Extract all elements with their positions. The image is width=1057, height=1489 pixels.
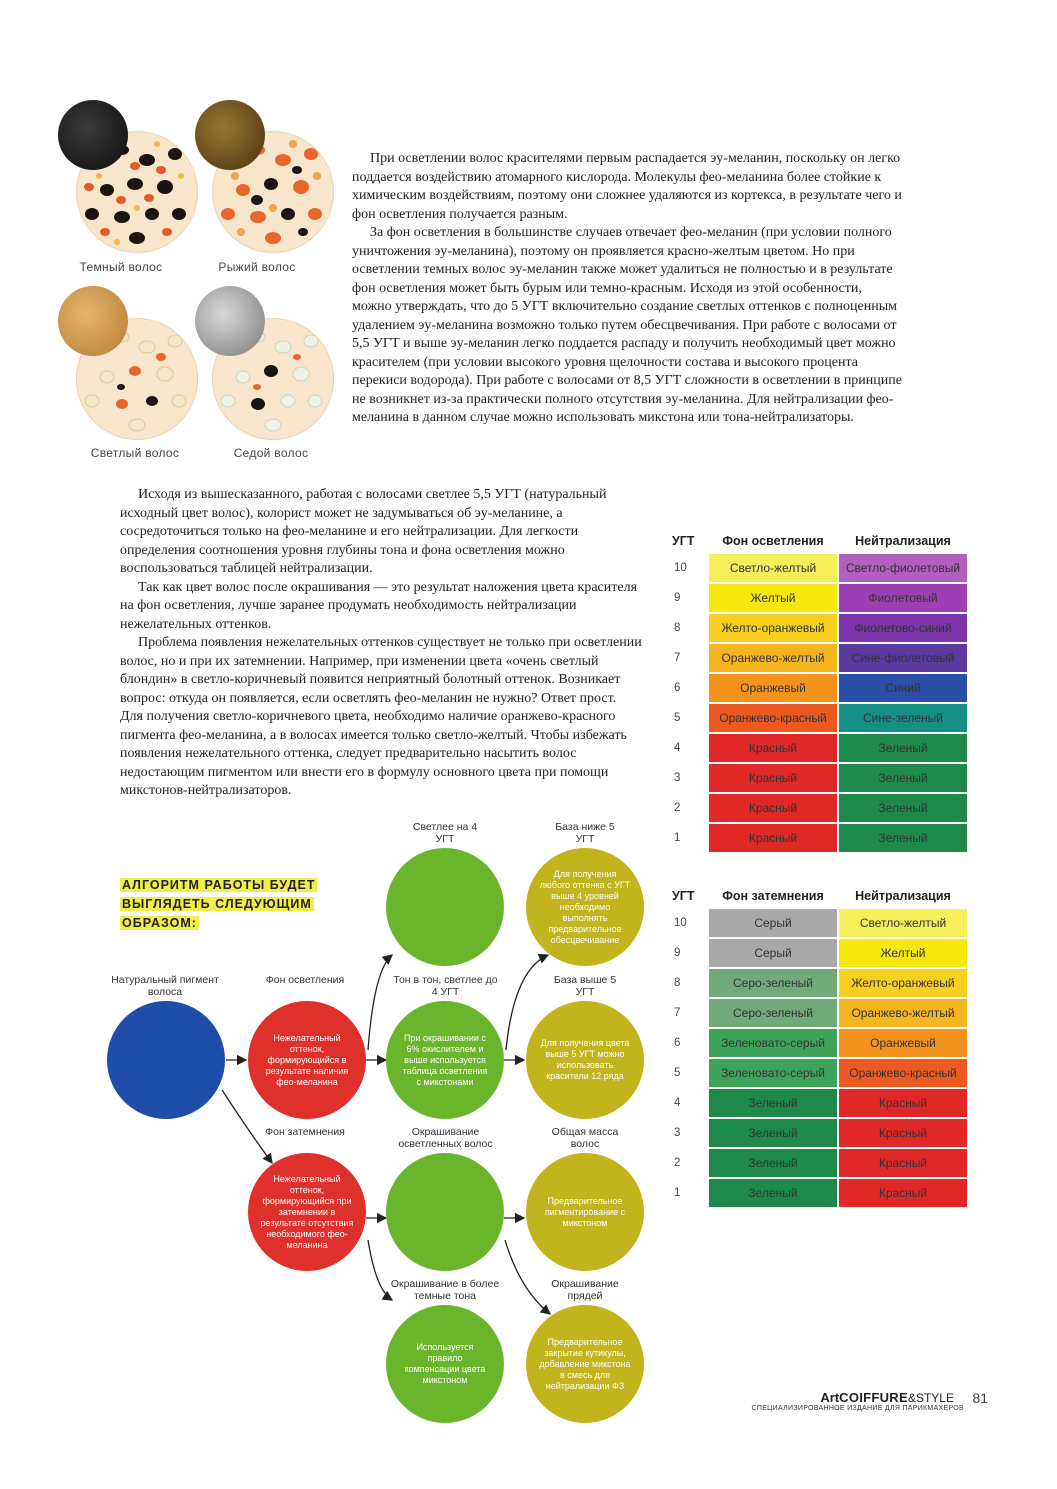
background-color-cell: Оранжево-желтый <box>709 644 837 672</box>
neutralization-color-cell: Зеленый <box>839 794 967 822</box>
node-natural-pigment <box>107 1001 225 1119</box>
background-color-cell: Зеленый <box>709 1089 837 1117</box>
label-tone-on-tone: Тон в тон, светлее до 4 УГТ <box>393 974 498 998</box>
page-number: 81 <box>972 1390 988 1406</box>
neutralization-color-cell: Оранжево-красный <box>839 1059 967 1087</box>
algorithm-title-line: ОБРАЗОМ: <box>122 916 197 930</box>
table-row <box>672 969 967 997</box>
table-row <box>672 1029 967 1057</box>
body-paragraph: Исходя из вышесказанного, работая с волосами светлее 5,5 УГТ (натуральный исходный цвет волос), колорист может не задумываться об эу-меланине, а сосредоточиться только на фео-меланине и его нейтрализации. Для легкости определения соотношения уровня глубины тона и фона осветления можно воспользоваться таблицей нейтрализации. <box>120 487 607 576</box>
ugt-level: 9 <box>674 592 681 604</box>
ugt-level: 4 <box>674 1097 681 1109</box>
neutralization-color-cell: Сине-зеленый <box>839 704 967 732</box>
gray-hair-swatch <box>195 286 265 356</box>
table-row <box>672 584 967 612</box>
table-body <box>672 554 967 852</box>
neutralization-color-cell: Красный <box>839 1119 967 1147</box>
table-row <box>672 614 967 642</box>
table-row <box>672 1059 967 1087</box>
neutralization-color-cell: Зеленый <box>839 764 967 792</box>
ugt-level: 4 <box>674 742 681 754</box>
ugt-level: 8 <box>674 977 681 989</box>
lightening-neutralization-table <box>670 530 969 854</box>
neutralization-color-cell: Синий <box>839 674 967 702</box>
ugt-level: 1 <box>674 832 681 844</box>
background-color-cell: Зеленый <box>709 1119 837 1147</box>
background-color-cell: Красный <box>709 734 837 762</box>
label-strands: Окрашивание прядей <box>551 1278 619 1302</box>
background-color-cell: Серо-зеленый <box>709 969 837 997</box>
col-neutralization: Нейтрализация <box>855 889 951 903</box>
neutralization-color-cell: Оранжево-желтый <box>839 999 967 1027</box>
background-color-cell: Зеленый <box>709 1149 837 1177</box>
ugt-level: 5 <box>674 1067 681 1079</box>
col-background: Фон затемнения <box>722 889 824 903</box>
ugt-level: 10 <box>674 562 687 574</box>
background-color-cell: Зеленый <box>709 1179 837 1207</box>
red-hair-swatch <box>195 100 265 170</box>
algorithm-title-line: ВЫГЛЯДЕТЬ СЛЕДУЮЩИМ <box>122 897 312 911</box>
ugt-level: 3 <box>674 772 681 784</box>
table-row <box>672 909 967 937</box>
background-color-cell: Светло-желтый <box>709 554 837 582</box>
intro-paragraph: При осветлении волос красителями первым распадается эу-меланин, поскольку он легко поддается воздействию атомарного кислорода. Молекулы фео-меланина более стойкие к химическим воздействиям, поэтому они сложнее удаляются из кортекса, в результате чего и фон осветления получается разным. <box>352 151 902 222</box>
brand-coiffure: COIFFURE <box>839 1390 908 1405</box>
algorithm-title <box>120 876 317 933</box>
background-color-cell: Серый <box>709 909 837 937</box>
table-row <box>672 674 967 702</box>
intro-paragraph: За фон осветления в большинстве случаев отвечает фео-меланин (при условии полного уничтожения эу-меланина), поэтому он проявляется красно-желтым цветом. Но при осветлении темных волос эу-меланин также может удалиться не полностью и в результате фон осветления может быть бурым или темно-красным. Исходя из этой особенности, можно утверждать, что до 5 УГТ включительно создание светлых оттенков с полноценным удалением эу-меланина возможно только путем обесцвечивания. При работе с волосами от 5,5 УГТ и выше эу-меланин легко поддается распаду и получить необходимый цвет можно красителем (при условии высокого уровня щелочности состава и высокого процента перекиси водорода). При работе с волосами от 8,5 УГТ сложности в осветлении в принципе не возникнет из-за практически полного отсутствия эу-меланина. Для нейтрализации фео-меланина в данном случае можно использовать микстона или тона-нейтрализаторы. <box>352 225 902 425</box>
body-paragraph: Проблема появления нежелательных оттенков существует не только при осветлении волос, но и при их затемнении. Например, при изменении цвета «очень светлый блондин» в светло-коричневый появится неприятный болотный оттенок. Возникает вопрос: откуда он появляется, если осветлять фео-меланин не нужно? Ответ прост. Для получения светло-коричневого цвета, необходимо наличие оранжево-красного пигмента фео-меланина, а в волосах имеется только светло-желтый. Чтобы избежать появления нежелательного оттенка, следует предварительно насытить волос недостающим пигментом или внести его в формулу основного цвета при помощи микстонов-нейтрализаторов. <box>120 635 642 798</box>
label-lighter-4: Светлее на 4 УГТ <box>412 821 478 845</box>
table-row <box>672 554 967 582</box>
node-darker-tones: Используется правило компенсации цвета микстоном <box>386 1305 504 1423</box>
footer-tagline: СПЕЦИАЛИЗИРОВАННОЕ ИЗДАНИЕ ДЛЯ ПАРИКМАХЕРОВ <box>751 1405 964 1412</box>
label-darker-tones: Окрашивание в более темные тона <box>390 1278 500 1302</box>
ugt-level: 2 <box>674 1157 681 1169</box>
background-color-cell: Красный <box>709 764 837 792</box>
table-row <box>672 824 967 852</box>
ugt-level: 7 <box>674 1007 681 1019</box>
arrow <box>368 955 392 1050</box>
label-lighten-background: Фон осветления <box>265 974 345 986</box>
neutralization-color-cell: Светло-желтый <box>839 909 967 937</box>
background-color-cell: Желто-оранжевый <box>709 614 837 642</box>
node-base-lower: Для получения любого оттенка с УГТ выше 4 уровней необходимо выполнять предварительное обесцвечивание <box>526 848 644 966</box>
node-lighten-background: Нежелательный оттенок, формирующийся в результате наличия фео-меланина <box>248 1001 366 1119</box>
algorithm-title-line: АЛГОРИТМ РАБОТЫ БУДЕТ <box>122 878 316 892</box>
node-base-higher: Для получения цвета выше 5 УГТ можно использовать красители 12 ряда <box>526 1001 644 1119</box>
node-hair-mass: Предварительное пигментирование с микстоном <box>526 1153 644 1271</box>
ugt-level: 6 <box>674 1037 681 1049</box>
dark-hair-swatch <box>58 100 128 170</box>
table-row <box>672 734 967 762</box>
intro-text <box>352 150 902 428</box>
neutralization-color-cell: Светло-фиолетовый <box>839 554 967 582</box>
col-background: Фон осветления <box>722 534 824 548</box>
table-row <box>672 704 967 732</box>
table-row <box>672 939 967 967</box>
neutralization-color-cell: Зеленый <box>839 824 967 852</box>
light-hair-swatch <box>58 286 128 356</box>
label-darken-background: Фон затемнения <box>265 1126 345 1138</box>
background-color-cell: Серый <box>709 939 837 967</box>
label-base-higher: База выше 5 УГТ <box>553 974 617 998</box>
brand-style: &STYLE <box>907 1391 954 1405</box>
table-row <box>672 999 967 1027</box>
node-darken-background: Нежелательный оттенок, формирующийся при затемнении в результате отсутствия необходимого фео-меланина <box>248 1153 366 1271</box>
neutralization-color-cell: Фиолетовый <box>839 584 967 612</box>
col-ugt: УГТ <box>672 534 695 548</box>
table-row <box>672 1119 967 1147</box>
node-strands: Предварительное закрытие кутикулы, добавление микстона в смесь для нейтрализации ФЗ <box>526 1305 644 1423</box>
brand-art: Art <box>820 1390 840 1405</box>
node-lighter-4 <box>386 848 504 966</box>
neutralization-color-cell: Оранжевый <box>839 1029 967 1057</box>
neutralization-color-cell: Красный <box>839 1089 967 1117</box>
background-color-cell: Серо-зеленый <box>709 999 837 1027</box>
ugt-level: 3 <box>674 1127 681 1139</box>
ugt-level: 8 <box>674 622 681 634</box>
table-header-row <box>672 887 967 907</box>
label-hair-mass: Общая масса волос <box>551 1126 619 1150</box>
background-color-cell: Оранжево-красный <box>709 704 837 732</box>
node-tone-on-tone: При окрашивании с 6% окислителем и выше используется таблица осветления с микстонами <box>386 1001 504 1119</box>
col-neutralization: Нейтрализация <box>855 534 951 548</box>
table-row <box>672 794 967 822</box>
body-paragraph: Так как цвет волос после окрашивания — это результат наложения цвета красителя на фон осветления, лучше заранее продумать необходимость нейтрализации нежелательных оттенков. <box>120 579 638 632</box>
label-natural-pigment: Натуральный пигмент волоса <box>111 974 219 998</box>
background-color-cell: Оранжевый <box>709 674 837 702</box>
table-row <box>672 1089 967 1117</box>
darkening-neutralization-table <box>670 885 969 1209</box>
neutralization-color-cell: Красный <box>839 1149 967 1177</box>
table-row <box>672 764 967 792</box>
background-color-cell: Зеленовато-серый <box>709 1059 837 1087</box>
label-base-lower: База ниже 5 УГТ <box>555 821 615 845</box>
neutralization-color-cell: Зеленый <box>839 734 967 762</box>
table-row <box>672 1179 967 1207</box>
caption-dark-hair: Темный волос <box>79 260 163 274</box>
ugt-level: 7 <box>674 652 681 664</box>
magazine-footer <box>740 1390 990 1412</box>
background-color-cell: Зеленовато-серый <box>709 1029 837 1057</box>
ugt-level: 5 <box>674 712 681 724</box>
background-color-cell: Красный <box>709 824 837 852</box>
ugt-level: 10 <box>674 917 687 929</box>
ugt-level: 9 <box>674 947 681 959</box>
ugt-level: 1 <box>674 1187 681 1199</box>
background-color-cell: Красный <box>709 794 837 822</box>
ugt-level: 2 <box>674 802 681 814</box>
neutralization-color-cell: Красный <box>839 1179 967 1207</box>
neutralization-color-cell: Сине-фиолетовый <box>839 644 967 672</box>
neutralization-color-cell: Фиолетово-синий <box>839 614 967 642</box>
background-color-cell: Желтый <box>709 584 837 612</box>
caption-red-hair: Рыжий волос <box>218 260 296 274</box>
col-ugt: УГТ <box>672 889 695 903</box>
node-lightened-dye <box>386 1153 504 1271</box>
table-row <box>672 644 967 672</box>
neutralization-color-cell: Желто-оранжевый <box>839 969 967 997</box>
neutralization-color-cell: Желтый <box>839 939 967 967</box>
table-body <box>672 909 967 1207</box>
table-header-row <box>672 532 967 552</box>
caption-light-hair: Светлый волос <box>90 446 180 460</box>
label-lightened-dye: Окрашивание осветленных волос <box>398 1126 493 1150</box>
body-text <box>120 486 642 801</box>
table-row <box>672 1149 967 1177</box>
ugt-level: 6 <box>674 682 681 694</box>
caption-gray-hair: Седой волос <box>233 446 309 460</box>
